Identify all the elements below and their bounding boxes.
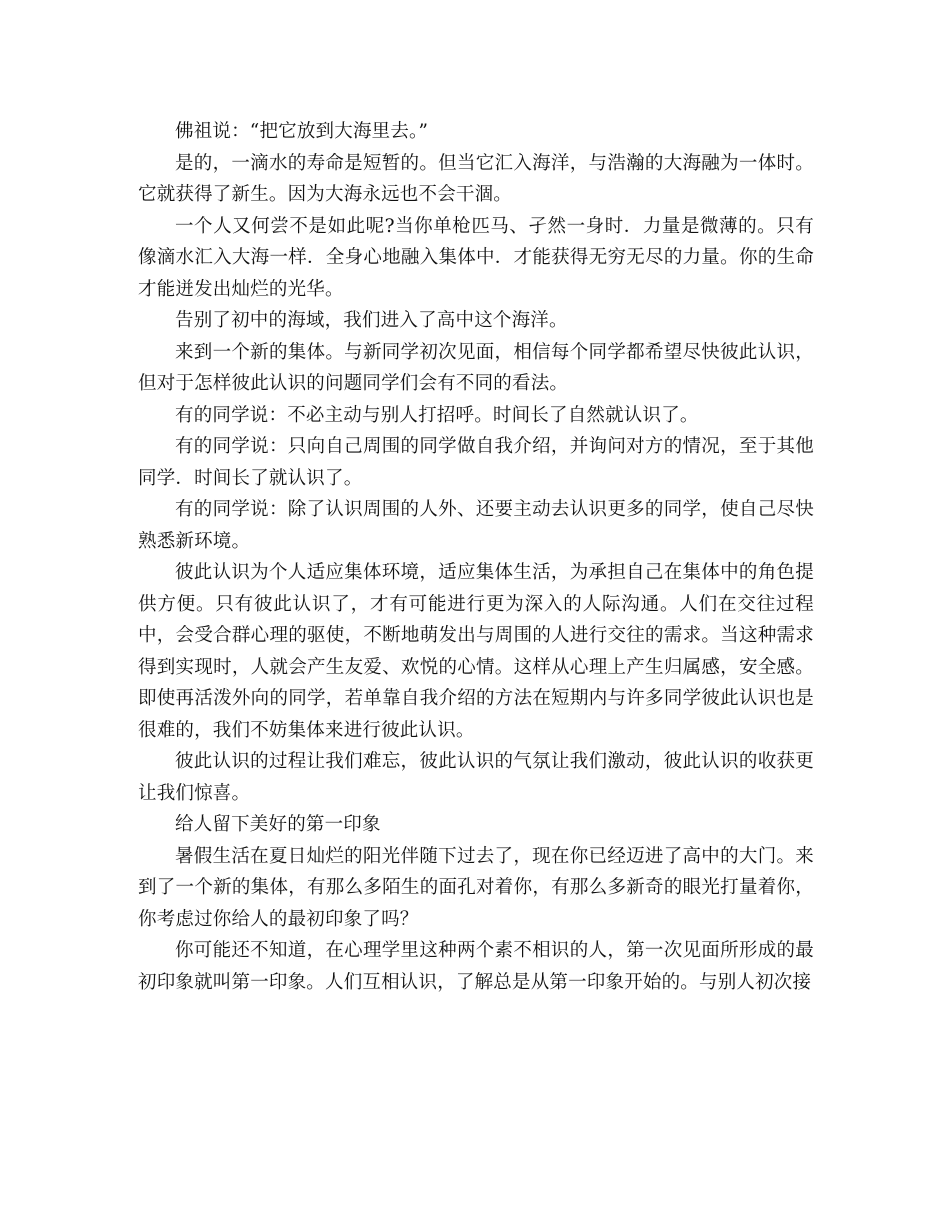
paragraph: 你可能还不知道，在心理学里这种两个素不相识的人，第一次见面所形成的最初印象就叫第一印象。人们互相认识，了解总是从第一印象开始的。与别人初次接 [138, 940, 814, 993]
paragraph: 是的，一滴水的寿命是短暂的。但当它汇入海洋，与浩瀚的大海融为一体时。它就获得了新生。因为大海永远也不会干涸。 [138, 152, 814, 205]
paragraph: 有的同学说：只向自己周围的同学做自我介绍，并询问对方的情况，至于其他同学．时间长了就认识了。 [138, 436, 814, 489]
paragraph: 佛祖说：“把它放到大海里去。” [175, 121, 429, 142]
section-heading: 给人留下美好的第一印象 [175, 814, 381, 835]
paragraph: 彼此认识为个人适应集体环境，适应集体生活，为承担自己在集体中的角色提供方便。只有彼此认识了，才有可能进行更为深入的人际沟通。人们在交往过程中，会受合群心理的驱使，不断地萌发出与周围的人进行交往的需求。当这种需求得到实现时，人就会产生友爱、欢悦的心情。这样从心理上产生归属感，安全感。即使再活泼外向的同学，若单靠自我介绍的方法在短期内与许多同学彼此认识也是很难的，我们不妨集体来进行彼此认识。 [138, 562, 814, 741]
paragraph: 告别了初中的海域，我们进入了高中这个海洋。 [175, 310, 568, 331]
paragraph: 有的同学说：除了认识周围的人外、还要主动去认识更多的同学，使自己尽快熟悉新环境。 [138, 499, 814, 552]
paragraph: 彼此认识的过程让我们难忘，彼此认识的气氛让我们激动，彼此认识的收获更让我们惊喜。 [138, 751, 814, 804]
document-body [138, 116, 814, 998]
paragraph: 暑假生活在夏日灿烂的阳光伴随下过去了，现在你已经迈进了高中的大门。来到了一个新的集体，有那么多陌生的面孔对着你，有那么多新奇的眼光打量着你，你考虑过你给人的最初印象了吗？ [138, 845, 814, 930]
paragraph: 有的同学说：不必主动与别人打招呼。时间长了自然就认识了。 [175, 404, 699, 426]
paragraph: 一个人又何尝不是如此呢?当你单枪匹马、孑然一身时．力量是微薄的。只有像滴水汇入大海一样．全身心地融入集体中．才能获得无穷无尽的力量。你的生命才能迸发出灿烂的光华。 [138, 215, 814, 300]
paragraph: 来到一个新的集体。与新同学初次见面，相信每个同学都希望尽快彼此认识，但对于怎样彼此认识的问题同学们会有不同的看法。 [138, 341, 814, 394]
